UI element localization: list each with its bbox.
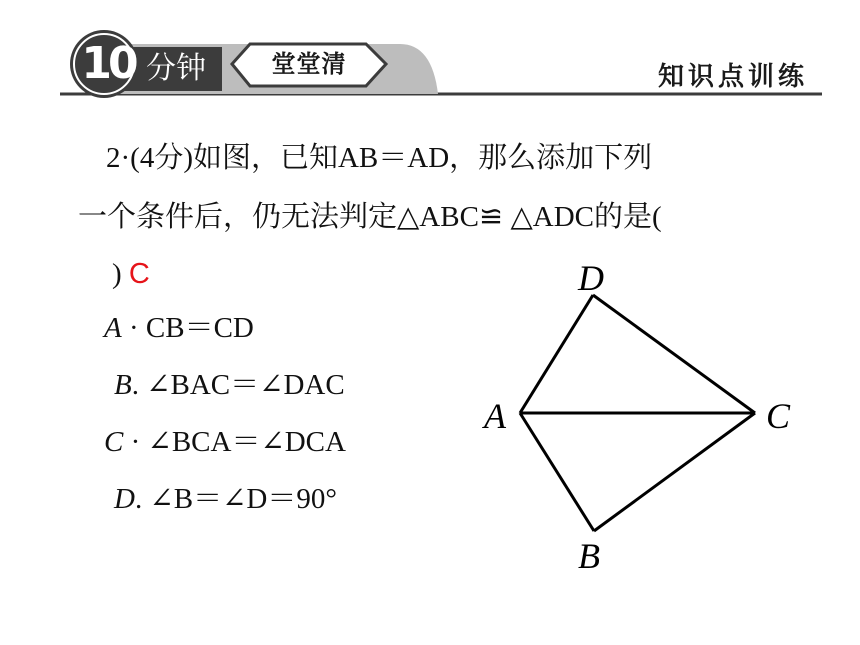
option-d[interactable] bbox=[114, 481, 337, 517]
point-label-b: B bbox=[578, 536, 600, 576]
option-a[interactable] bbox=[104, 310, 254, 346]
option-d-letter: D bbox=[114, 483, 135, 515]
ribbon-title: 堂堂清 bbox=[271, 50, 347, 78]
option-c-sep: · bbox=[130, 426, 141, 458]
answer-letter: C bbox=[128, 258, 150, 290]
section-title: 知识点训练 bbox=[657, 62, 808, 92]
option-b-letter: B bbox=[114, 369, 132, 401]
option-a-text: CB＝CD bbox=[145, 312, 254, 344]
header-banner bbox=[0, 0, 860, 110]
option-b-text: ∠BAC＝∠DAC bbox=[146, 369, 345, 401]
option-a-sep: · bbox=[128, 312, 139, 344]
geometry-figure bbox=[470, 250, 810, 580]
badge-number: 10 bbox=[81, 38, 135, 89]
point-label-a: A bbox=[484, 396, 506, 436]
question-line-1: 2·(4分)如图，已知AB＝AD，那么添加下列 bbox=[106, 142, 653, 174]
option-d-sep: . bbox=[134, 483, 143, 515]
segment-dc bbox=[593, 295, 755, 413]
segment-bc bbox=[594, 413, 755, 531]
option-c[interactable] bbox=[104, 424, 346, 460]
segment-ab bbox=[520, 413, 594, 531]
point-label-c: C bbox=[766, 396, 791, 436]
answer-paren: ) bbox=[112, 258, 122, 290]
segment-ad bbox=[520, 295, 593, 413]
option-c-text: ∠BCA＝∠DCA bbox=[147, 426, 346, 458]
option-a-letter: A bbox=[104, 312, 122, 344]
question-line-3 bbox=[112, 256, 150, 292]
option-d-text: ∠B＝∠D＝90° bbox=[149, 483, 337, 515]
question-line-2: 一个条件后，仍无法判定△ABC≌ △ADC的是( bbox=[78, 201, 662, 233]
badge-unit: 分钟 bbox=[146, 51, 206, 86]
option-b[interactable] bbox=[114, 367, 345, 403]
option-b-sep: . bbox=[131, 369, 139, 401]
point-label-d: D bbox=[578, 258, 604, 298]
option-c-letter: C bbox=[104, 426, 124, 458]
